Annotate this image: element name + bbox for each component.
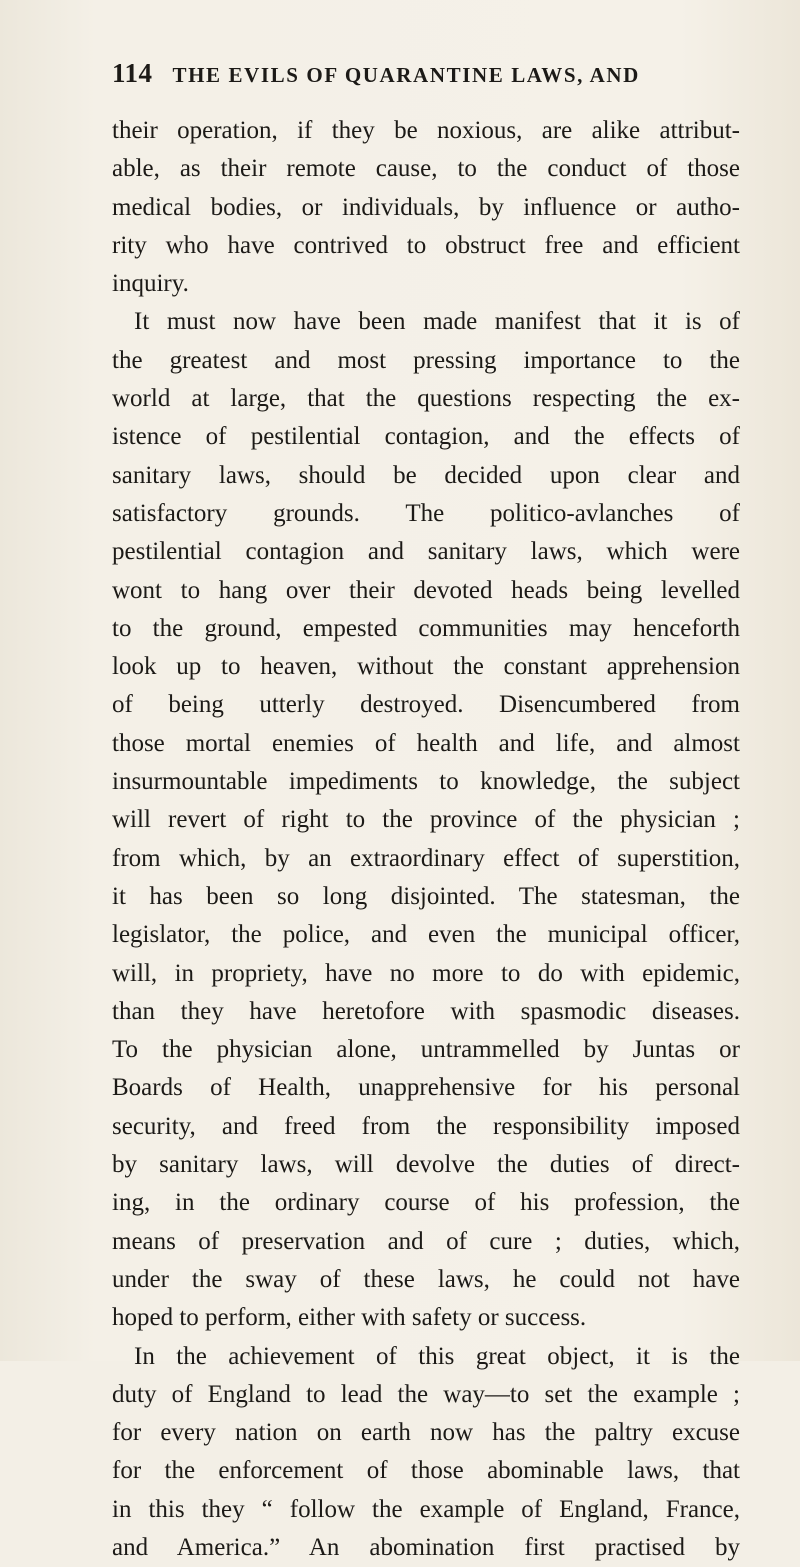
text-line: to the ground, empested communities may henceforth bbox=[112, 614, 740, 642]
text-line: their operation, if they be noxious, are alike attribut- bbox=[112, 117, 740, 144]
text-line: from which, by an extraordinary effect of superstition, bbox=[112, 844, 740, 872]
text-line: those mortal enemies of health and life, and almost bbox=[112, 729, 740, 757]
text-line: sanitary laws, should be decided upon clear and bbox=[112, 461, 740, 489]
text-line: by sanitary laws, will devolve the duties of direct- bbox=[112, 1151, 740, 1179]
text-line: wont to hang over their devoted heads being levelled bbox=[112, 576, 740, 604]
text-line: ing, in the ordinary course of his profession, the bbox=[112, 1189, 740, 1217]
text-line: under the sway of these laws, he could not have bbox=[112, 1265, 740, 1293]
text-line: It must now have been made manifest that it is of bbox=[134, 308, 740, 336]
text-line: world at large, that the questions respecting the ex- bbox=[112, 385, 740, 413]
text-line: of being utterly destroyed. Disencumbered from bbox=[112, 691, 740, 719]
text-line: will revert of right to the province of the physician ; bbox=[112, 806, 740, 834]
text-line: Boards of Health, unapprehensive for his personal bbox=[112, 1074, 740, 1102]
text-line: satisfactory grounds. The politico-avlanches of bbox=[112, 499, 740, 527]
text-line: To the physician alone, untrammelled by Juntas or bbox=[112, 1036, 740, 1064]
text-line: look up to heaven, without the constant apprehension bbox=[112, 653, 740, 681]
text-line: able, as their remote cause, to the conduct of those bbox=[112, 155, 740, 183]
text-line: In the achievement of this great object, it is the bbox=[134, 1342, 740, 1370]
body-text bbox=[112, 112, 740, 1567]
text-line: for every nation on earth now has the paltry excuse bbox=[112, 1419, 740, 1447]
text-line: will, in propriety, have no more to do with epidemic, bbox=[112, 959, 740, 987]
text-line: for the enforcement of those abominable laws, that bbox=[112, 1457, 740, 1485]
page-number: 114 bbox=[112, 58, 153, 88]
text-line: it has been so long disjointed. The statesman, the bbox=[112, 882, 740, 910]
text-line: rity who have contrived to obstruct free and efficient bbox=[112, 231, 740, 259]
text-line: medical bodies, or individuals, by influence or autho- bbox=[112, 193, 740, 221]
text-line: istence of pestilential contagion, and the effects of bbox=[112, 423, 740, 451]
text-line: the greatest and most pressing importance to the bbox=[112, 346, 740, 374]
text-line: than they have heretofore with spasmodic diseases. bbox=[112, 997, 740, 1025]
text-line: legislator, the police, and even the municipal officer, bbox=[112, 921, 740, 949]
running-header bbox=[112, 58, 740, 98]
text-line: security, and freed from the responsibility imposed bbox=[112, 1112, 740, 1140]
running-title: THE EVILS OF QUARANTINE LAWS, AND bbox=[172, 63, 640, 87]
text-line: means of preservation and of cure ; duties, which, bbox=[112, 1227, 740, 1255]
text-line: duty of England to lead the way—to set the example ; bbox=[112, 1380, 740, 1408]
text-line: inquiry. bbox=[112, 270, 189, 298]
text-line: and America.” An abomination first practised by bbox=[112, 1533, 740, 1561]
text-line: pestilential contagion and sanitary laws, which were bbox=[112, 538, 740, 566]
text-line: hoped to perform, either with safety or success. bbox=[112, 1304, 587, 1332]
text-line: in this they “ follow the example of England, France, bbox=[112, 1495, 740, 1523]
text-line: insurmountable impediments to knowledge, the subject bbox=[112, 768, 740, 796]
